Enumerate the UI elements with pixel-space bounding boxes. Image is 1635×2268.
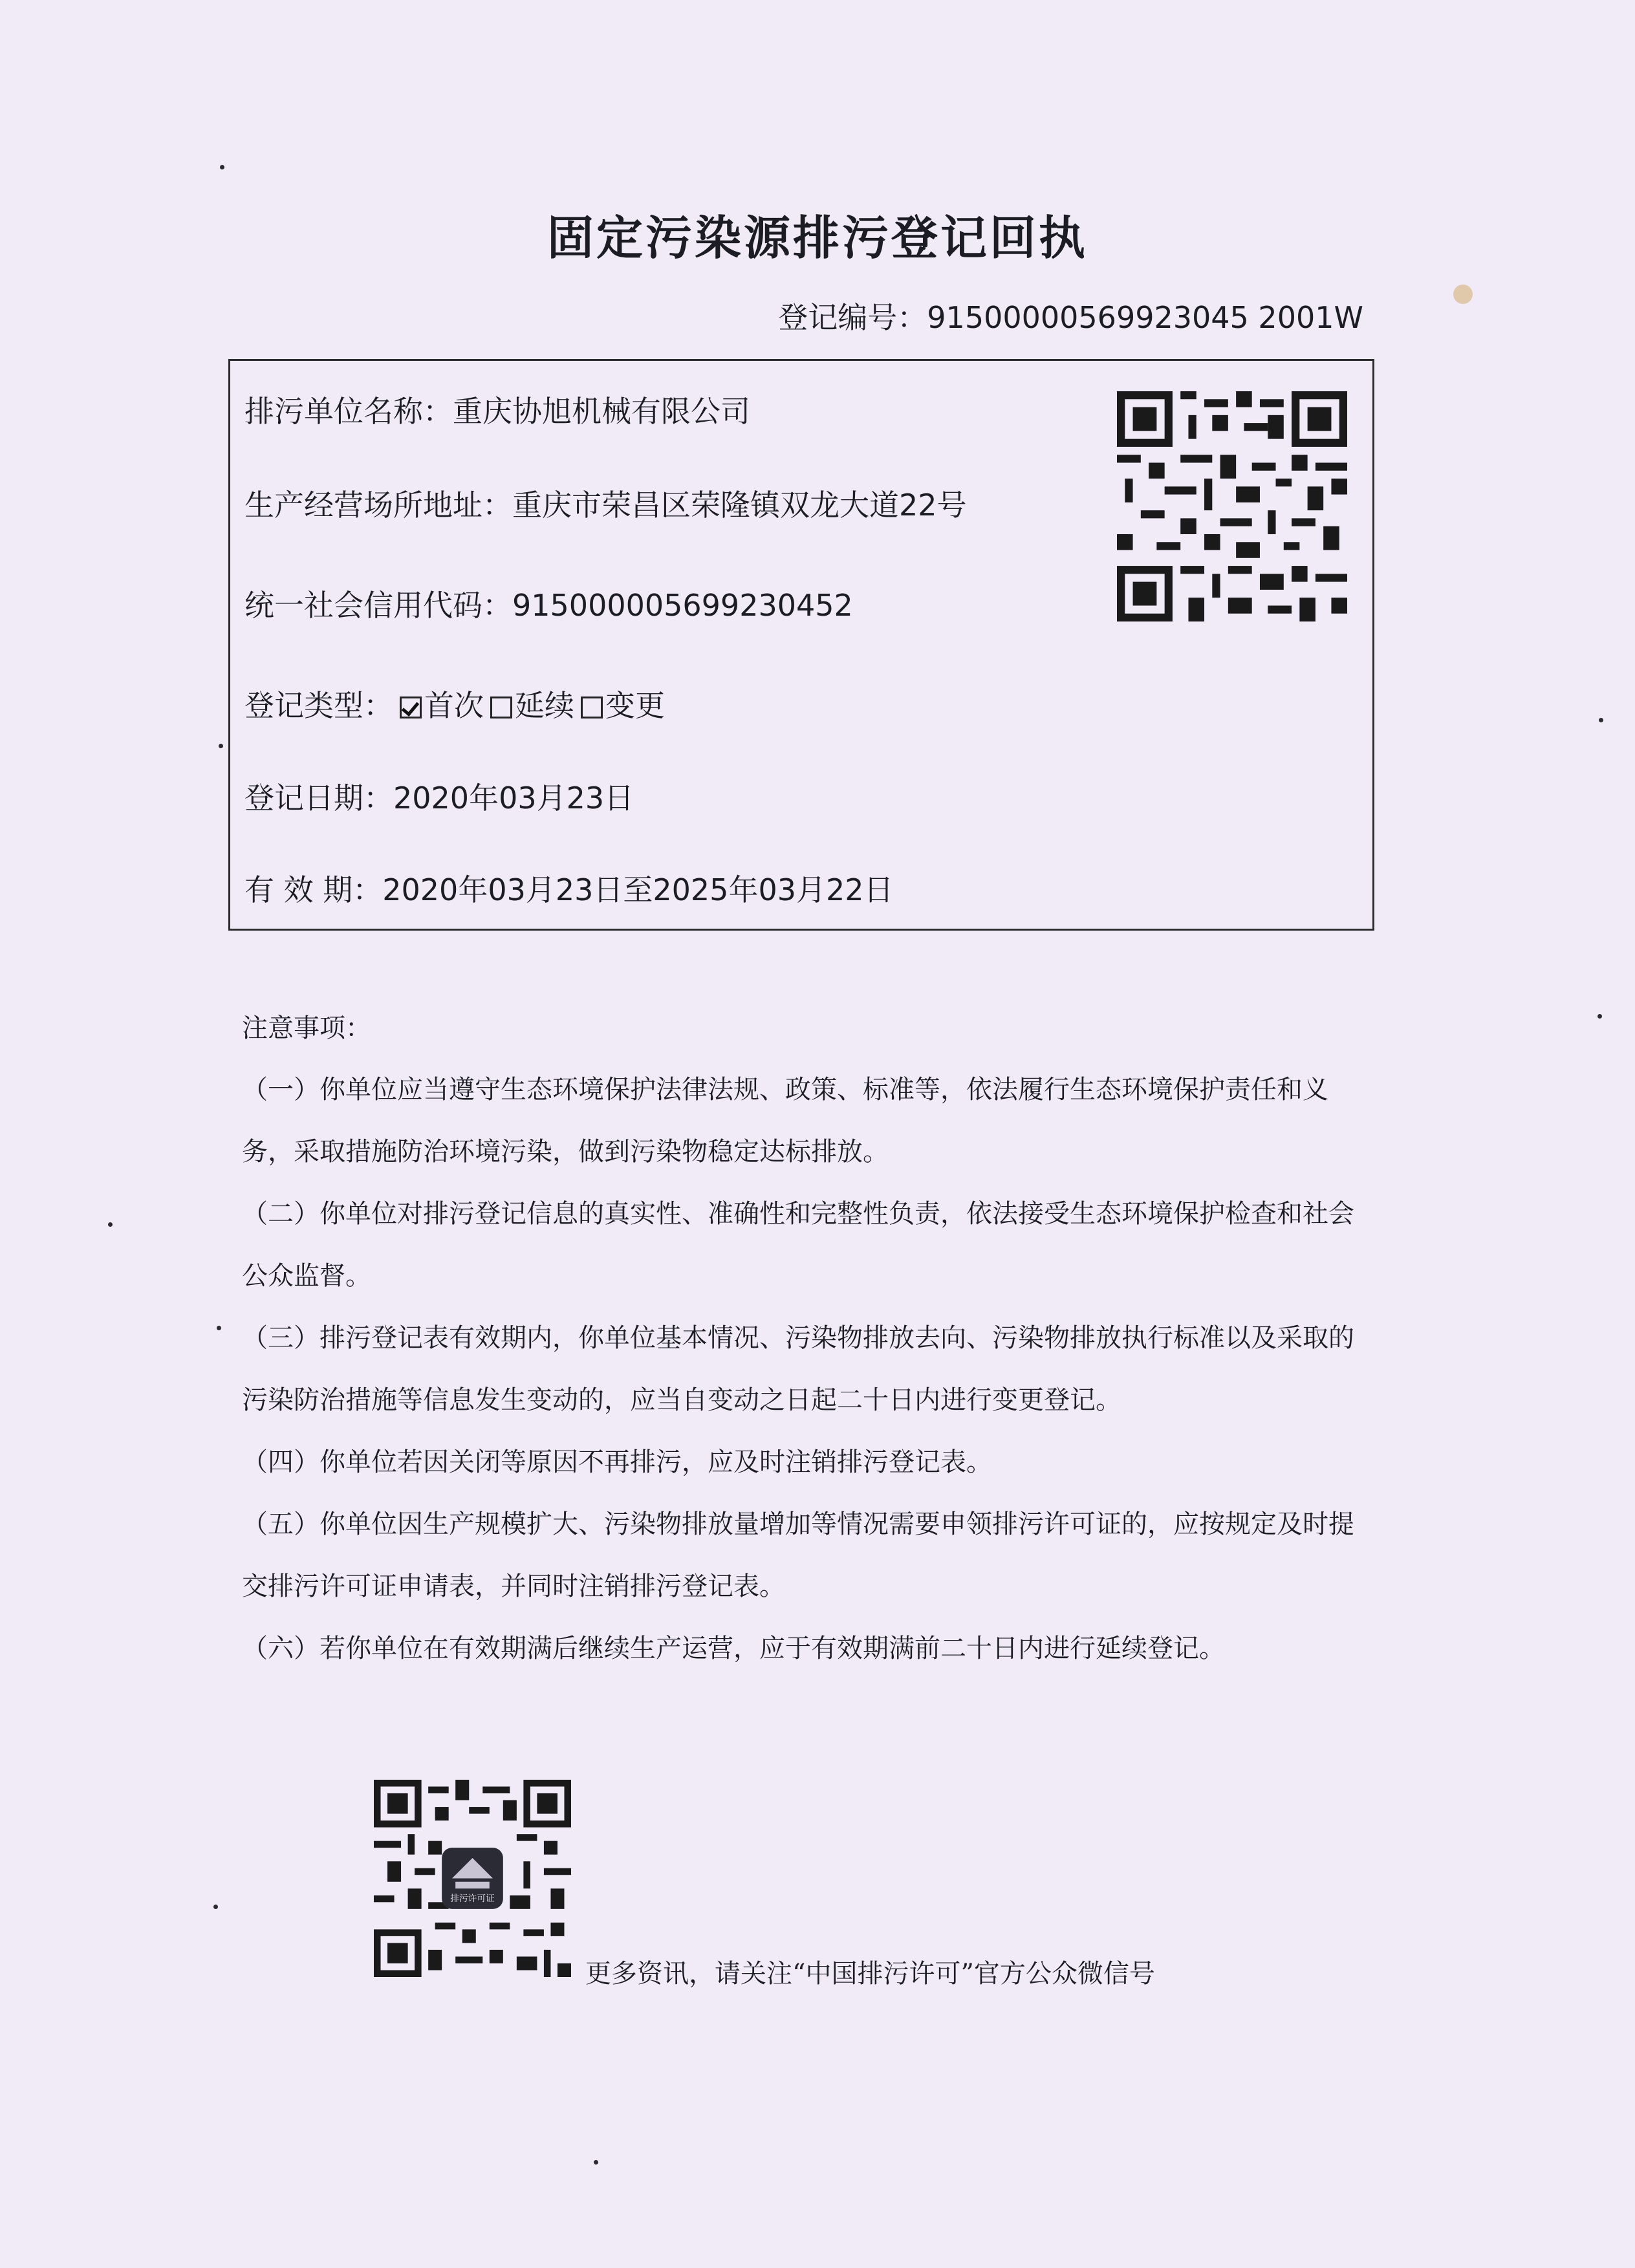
paper-speck [219, 744, 223, 748]
unit-name-label: 排污单位名称： [244, 394, 453, 429]
paper-speck [217, 1326, 221, 1330]
checkbox-first-time [400, 697, 422, 718]
paper-speck [594, 2160, 598, 2165]
option-change-label: 变更 [605, 688, 665, 723]
unit-name-row [244, 388, 750, 431]
address-row [244, 482, 967, 524]
note-item: （四）你单位若因关闭等原因不再排污，应及时注销排污登记表。 [242, 1447, 992, 1477]
credit-code-row [244, 582, 853, 625]
registration-number-value: 91500000569923045 2001W [927, 300, 1363, 335]
paper-speck [1599, 718, 1603, 722]
note-item: （二）你单位对排污登记信息的真实性、准确性和完整性负责，依法接受生态环境保护检查和社会公众监督。 [242, 1199, 1354, 1291]
validity-value: 2020年03月23日至2025年03月22日 [382, 872, 894, 907]
registration-type-row [244, 682, 665, 725]
paper-speck [213, 1905, 218, 1909]
document-title: 固定污染源排污登记回执 [547, 210, 1088, 265]
registration-number [778, 294, 1363, 337]
option-extension-label: 延续 [515, 688, 574, 723]
qr-code-icon [374, 1780, 571, 1977]
checkbox-change [581, 697, 603, 718]
note-item: （一）你单位应当遵守生态环境保护法律法规、政策、标准等，依法履行生态环境保护责任和义务，采取措施防治环境污染，做到污染物稳定达标排放。 [242, 1075, 1328, 1167]
paper-speck [108, 1222, 113, 1227]
paper-speck [1597, 1014, 1602, 1019]
validity-label: 有 效 期： [244, 872, 383, 907]
validity-row [244, 867, 894, 909]
credit-code-value: 915000005699230452 [512, 588, 853, 623]
registration-date-value: 2020年03月23日 [393, 781, 634, 815]
note-item: （六）若你单位在有效期满后继续生产运营，应于有效期满前二十日内进行延续登记。 [242, 1634, 1225, 1663]
paper-speck [220, 165, 224, 169]
registration-date-label: 登记日期： [244, 781, 393, 815]
unit-name-value: 重庆协旭机械有限公司 [453, 394, 750, 429]
address-value: 重庆市荣昌区荣隆镇双龙大道22号 [512, 488, 967, 523]
paper-stain [1453, 285, 1473, 304]
note-item: （三）排污登记表有效期内，你单位基本情况、污染物排放去向、污染物排放执行标准以及采取的污染防治措施等信息发生变动的，应当自变动之日起二十日内进行变更登记。 [242, 1323, 1354, 1415]
qr-code-icon [1117, 391, 1347, 621]
option-first-time-label: 首次 [424, 688, 484, 723]
footer-text: 更多资讯，请关注“中国排污许可”官方公众微信号 [585, 1959, 1155, 1989]
qr-logo-text: 排污许可证 [450, 1894, 495, 1905]
credit-code-label: 统一社会信用代码： [244, 588, 512, 623]
registration-type-label: 登记类型： [244, 688, 393, 723]
checkbox-extension [490, 697, 512, 718]
registration-number-label: 登记编号： [778, 300, 927, 335]
notes-title: 注意事项： [242, 1013, 371, 1043]
registration-date-row [244, 775, 634, 817]
address-label: 生产经营场所地址： [244, 488, 512, 523]
note-item: （五）你单位因生产规模扩大、污染物排放量增加等情况需要申领排污许可证的，应按规定及时提交排污许可证申请表，并同时注销排污登记表。 [242, 1509, 1354, 1601]
